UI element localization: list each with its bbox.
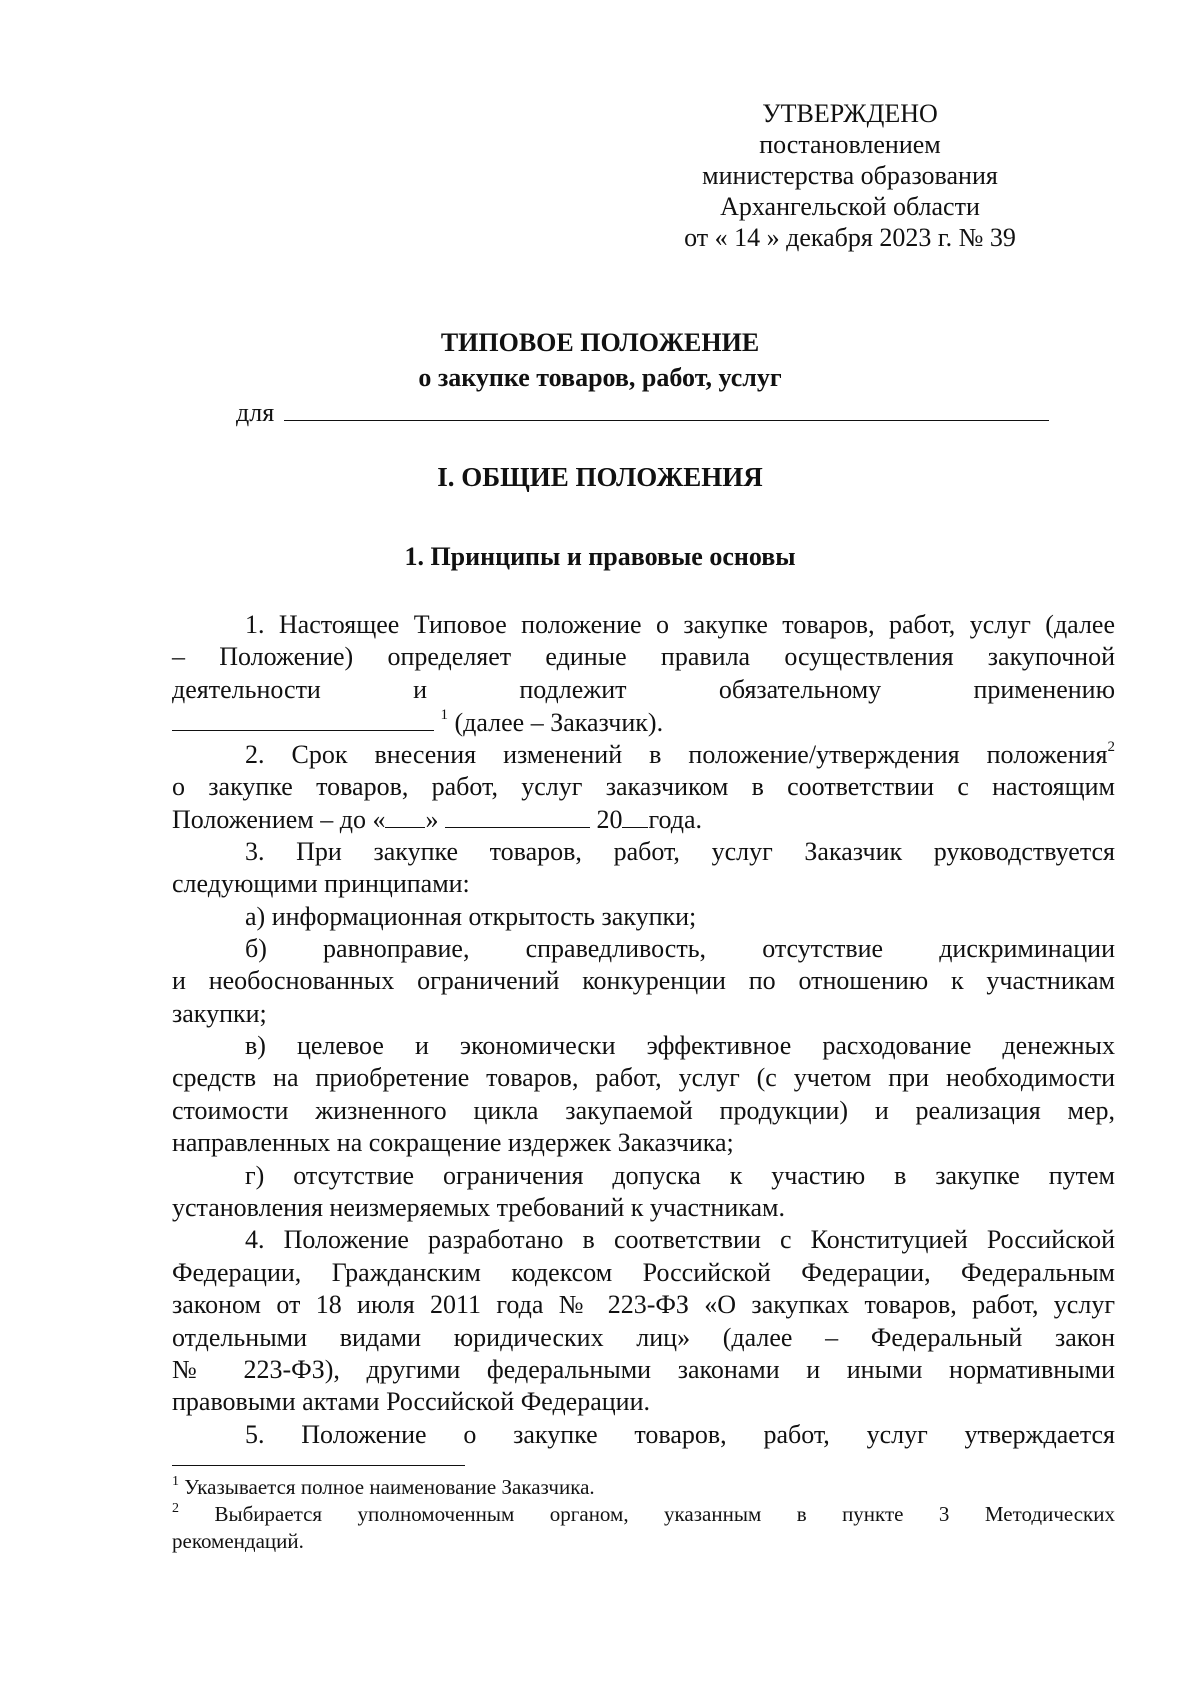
approval-stamp-block — [650, 98, 1050, 253]
text-line: и необоснованных ограничений конкуренции по отношению к участникам — [172, 966, 1115, 996]
text-line: отдельными видами юридических лиц» (далее – Федеральный закон — [172, 1322, 1115, 1352]
footnote-ref: 1 — [440, 707, 448, 724]
text-line: № 223-ФЗ), другими федеральными законами и иными нормативными — [172, 1354, 1115, 1384]
text-fragment: года. — [648, 805, 703, 835]
text-line: 4. Положение разработано в соответствии с Конституцией Российской — [245, 1225, 1115, 1255]
document-subtitle: о закупке товаров, работ, услуг — [418, 363, 782, 392]
approval-heading: УТВЕРЖДЕНО — [762, 99, 938, 128]
section-title: I. ОБЩИЕ ПОЛОЖЕНИЯ — [437, 462, 763, 492]
text-line: направленных на сокращение издержек Заказчика; — [172, 1128, 734, 1158]
text-line — [172, 706, 1115, 738]
year-blank — [622, 803, 648, 828]
customer-blank — [284, 396, 1049, 421]
text-fragment: 20 — [589, 805, 623, 835]
approval-line: министерства образования — [702, 161, 998, 190]
for-customer-line — [236, 396, 1056, 429]
footnote-ref: 2 — [1107, 738, 1115, 755]
text-line: стоимости жизненного цикла закупаемой продукции) и реализация мер, — [172, 1095, 1115, 1125]
footnote-text: Выбирается уполномоченным органом, указанным в пункте 3 Методических — [179, 1502, 1115, 1526]
footnote-separator — [172, 1465, 465, 1466]
text-line: законом от 18 июля 2011 года № 223-ФЗ «О закупках товаров, работ, услуг — [172, 1290, 1115, 1320]
text-fragment: Положением – до « — [172, 805, 386, 835]
text-line: б) равноправие, справедливость, отсутствие дискриминации — [245, 933, 1115, 963]
text-line: о закупке товаров, работ, услуг заказчиком в соответствии с настоящим — [172, 771, 1115, 801]
text-line: 3. При закупке товаров, работ, услуг Заказчик руководствуется — [245, 836, 1115, 866]
footnote-mark: 2 — [172, 1501, 179, 1516]
text-line: правовыми актами Российской Федерации. — [172, 1387, 651, 1417]
text-line: установления неизмеряемых требований к участникам. — [172, 1193, 785, 1223]
text-line: г) отсутствие ограничения допуска к участию в закупке путем — [245, 1160, 1115, 1190]
text-line: следующими принципами: — [172, 869, 470, 899]
approval-line: постановлением — [759, 130, 941, 159]
footnote-2-cont: рекомендаций. — [172, 1529, 304, 1553]
text-line: средств на приобретение товаров, работ, услуг (с учетом при необходимости — [172, 1063, 1115, 1093]
text-line: деятельности и подлежит обязательному применению — [172, 674, 1115, 704]
footnote-2 — [172, 1501, 1115, 1528]
text-fragment: » — [425, 805, 445, 835]
text-line: в) целевое и экономически эффективное расходование денежных — [245, 1031, 1115, 1061]
footnotes — [172, 1474, 1115, 1555]
text-line: – Положение) определяет единые правила осуществления закупочной — [172, 642, 1115, 672]
footnote-text: Указывается полное наименование Заказчика. — [179, 1475, 595, 1499]
footnote-1 — [172, 1474, 1115, 1501]
approval-line: Архангельской области — [720, 192, 980, 221]
body-text — [172, 609, 1115, 1451]
text-line: 1. Настоящее Типовое положение о закупке товаров, работ, услуг (далее — [245, 610, 1115, 639]
text-line — [172, 739, 1115, 771]
text-line: 5. Положение о закупке товаров, работ, услуг утверждается — [245, 1419, 1115, 1449]
footnote-mark: 1 — [172, 1474, 179, 1489]
text-line: а) информационная открытость закупки; — [245, 901, 697, 931]
text-fragment: (далее – Заказчик). — [448, 708, 664, 738]
month-blank — [445, 803, 590, 828]
subsection-title: 1. Принципы и правовые основы — [404, 542, 796, 571]
day-blank — [385, 803, 425, 828]
approval-date: от « 14 » декабря 2023 г. № 39 — [684, 223, 1016, 252]
text-line: Федерации, Гражданским кодексом Российской Федерации, Федеральным — [172, 1257, 1115, 1287]
document-title: ТИПОВОЕ ПОЛОЖЕНИЕ — [440, 328, 760, 357]
for-label: для — [236, 398, 275, 427]
text-fragment: 2. Срок внесения изменений в положение/утверждения положения — [245, 739, 1108, 769]
text-line: закупки; — [172, 998, 267, 1028]
text-line — [172, 803, 1115, 835]
customer-name-blank — [172, 706, 434, 731]
